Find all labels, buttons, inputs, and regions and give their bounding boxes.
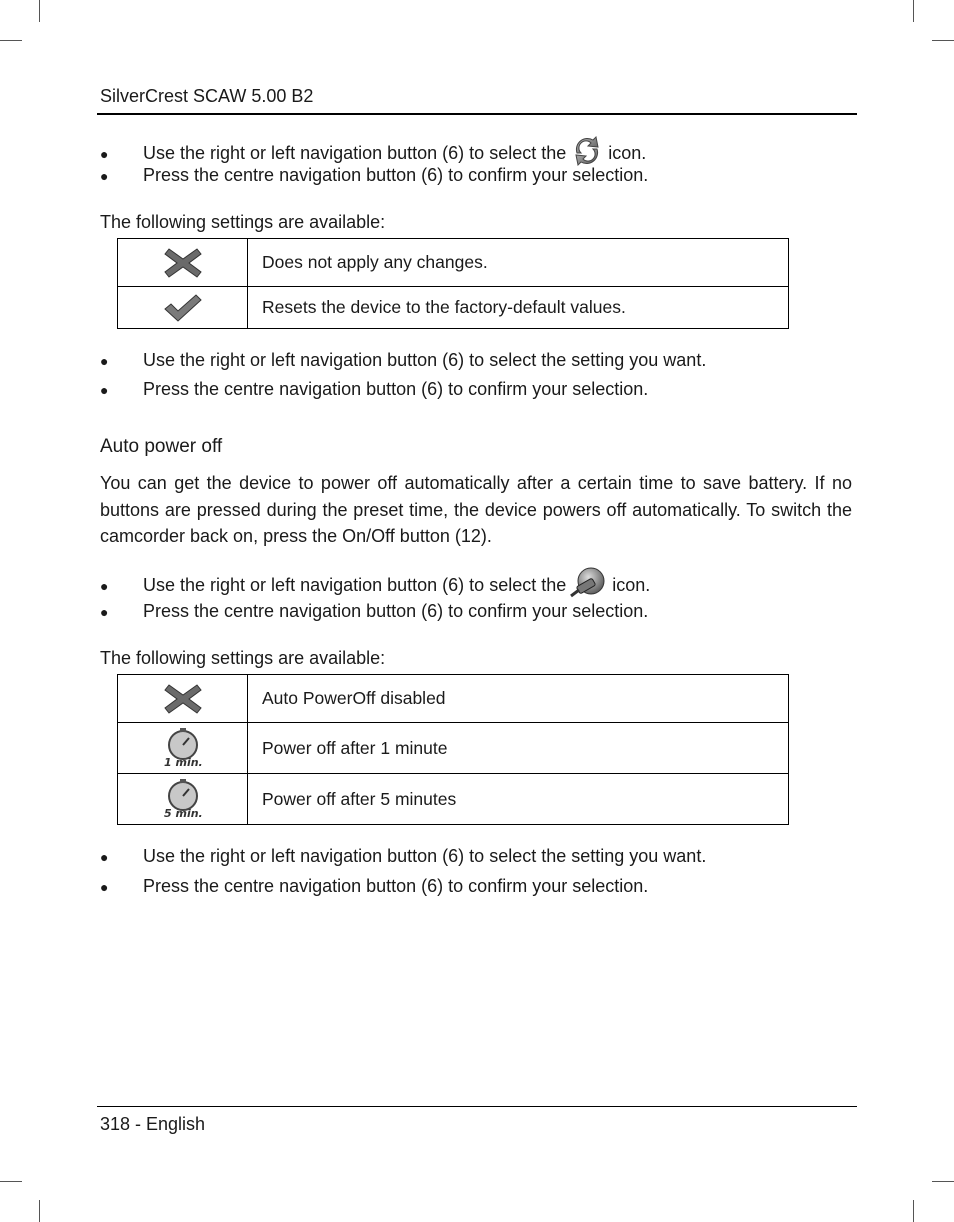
bullet-text: Press the centre navigation button (6) to confirm your selection.: [143, 165, 649, 185]
list-item: [100, 846, 706, 867]
icon-cell: [118, 774, 248, 825]
list-item: [100, 601, 648, 622]
crop-mark: [932, 1181, 954, 1182]
bullet-dot: ●: [100, 848, 109, 865]
bullet-text-after: icon.: [608, 143, 647, 163]
table-row: [118, 287, 789, 329]
bullet-dot: ●: [100, 145, 109, 162]
section-paragraph: You can get the device to power off automatically after a certain time to save battery. If no buttons are pressed during the preset time, the device powers off automatically. To switch the camcorder back on, press the On/Off button (12).: [100, 473, 852, 546]
crop-mark: [0, 1181, 22, 1182]
setting-label: Power off after 5 minutes: [248, 774, 789, 825]
checkmark-icon: [162, 292, 204, 324]
bullet-text: Press the centre navigation button (6) to confirm your selection.: [143, 379, 649, 399]
icon-cell: [118, 239, 248, 287]
crop-mark: [913, 1200, 914, 1222]
list-item: [100, 350, 706, 371]
cross-icon: [163, 245, 203, 281]
bullet-dot: ●: [100, 352, 109, 369]
footer-rule: [97, 1106, 857, 1107]
bullet-dot: ●: [100, 167, 109, 184]
crop-mark: [39, 1200, 40, 1222]
crop-mark: [0, 40, 22, 41]
setting-label: Resets the device to the factory-default values.: [248, 287, 789, 329]
bullet-text: Use the right or left navigation button (6) to select the setting you want.: [143, 350, 707, 370]
header-rule: [97, 113, 857, 115]
page-header-title: SilverCrest SCAW 5.00 B2: [100, 86, 314, 106]
svg-text:1 min.: 1 min.: [163, 756, 203, 768]
svg-text:5 min.: 5 min.: [163, 807, 203, 819]
power-plug-icon: [569, 566, 609, 605]
timer-5min-icon: [162, 779, 204, 819]
table-row: [118, 774, 789, 825]
icon-cell: [118, 723, 248, 774]
setting-label: Power off after 1 minute: [248, 723, 789, 774]
section-heading: Auto power off: [100, 436, 223, 457]
crop-mark: [932, 40, 954, 41]
reset-settings-table: [117, 238, 789, 329]
table-row: [118, 675, 789, 723]
setting-label: Does not apply any changes.: [248, 239, 789, 287]
settings-intro: The following settings are available:: [100, 648, 386, 668]
bullet-text: Press the centre navigation button (6) to confirm your selection.: [143, 876, 649, 896]
bullet-text: Press the centre navigation button (6) to confirm your selection.: [143, 601, 649, 621]
list-item: [100, 876, 648, 897]
table-row: [118, 723, 789, 774]
crop-mark: [39, 0, 40, 22]
bullet-text: Use the right or left navigation button (6) to select the setting you want.: [143, 846, 707, 866]
bullet-dot: ●: [100, 603, 109, 620]
cross-icon: [163, 681, 203, 717]
icon-cell: [118, 675, 248, 723]
bullet-dot: ●: [100, 577, 109, 594]
bullet-text-after: icon.: [612, 575, 651, 595]
timer-1min-icon: [162, 728, 204, 768]
bullet-text-before: Use the right or left navigation button (6) to select the: [143, 575, 567, 595]
bullet-dot: ●: [100, 381, 109, 398]
page-footer: 318 - English: [100, 1114, 206, 1134]
table-row: [118, 239, 789, 287]
power-settings-table: [117, 674, 789, 825]
bullet-dot: ●: [100, 878, 109, 895]
setting-label: Auto PowerOff disabled: [248, 675, 789, 723]
settings-intro: The following settings are available:: [100, 212, 386, 232]
icon-cell: [118, 287, 248, 329]
crop-mark: [913, 0, 914, 22]
list-item: [100, 379, 648, 400]
bullet-text-before: Use the right or left navigation button (6) to select the: [143, 143, 567, 163]
list-item: [100, 566, 650, 605]
list-item: [100, 165, 648, 186]
